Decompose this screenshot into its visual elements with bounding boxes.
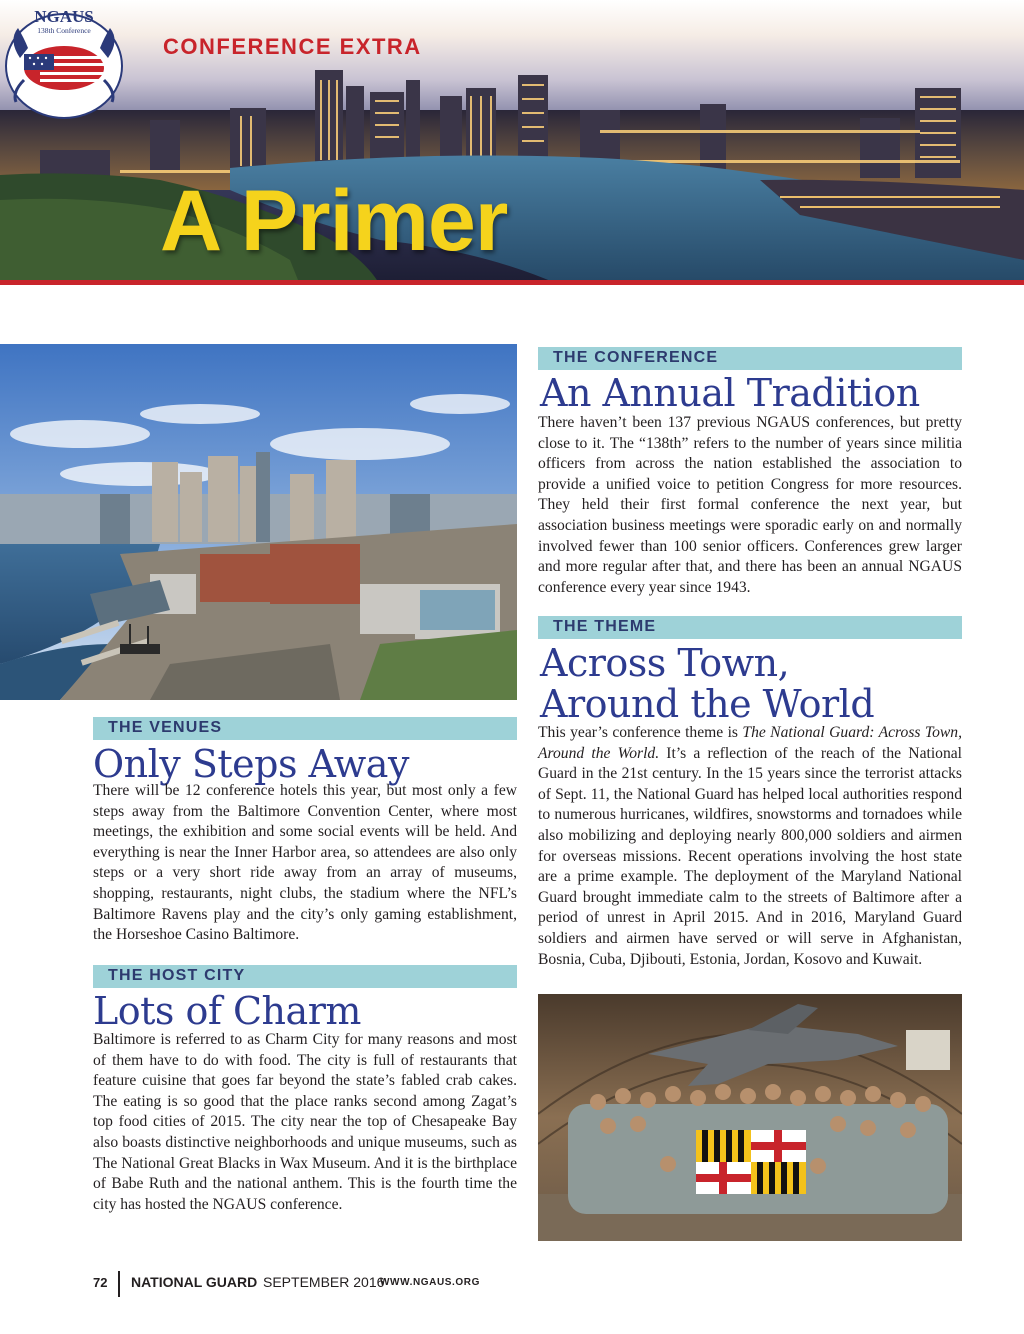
logo-year-text: 2016: [53, 107, 75, 119]
theme-body-rest: It’s a reflection of the reach of the National Guard in the 21st century. In the 15 years since the terrorist attacks of Sept. 11, the National Guard has helped local authorities respond to numerous hurricanes, wildfires, snowstorms and tornadoes while also mobilizing and deploying nearly 800,000 soldiers and airmen for overseas missions. Recent operations involving the host state are a prime example. The deployment of the Maryland National Guard brought immediate calm to the streets of Baltimore after a period of unrest in April 2015. And in 2016, Maryland Guard soldiers and airmen have served or will serve in Afghanistan, Bosnia, Cuba, Djibouti, Estonia, Jordan, Kosovo and Kuwait.: [538, 744, 962, 968]
body-venues: There will be 12 conference hotels this year, but most only a few steps away from the Baltimore Convention Center, where most meetings, the exhibition and some social events will be held. And everything is near the Inner Harbor area, so attendees are also only steps or a very short ride away from an array of museums, shopping, restaurants, night clubs, the stadium where the NFL’s Baltimore Ravens play and the city’s only gaming establishment, the Horseshoe Casino Baltimore.: [93, 782, 517, 944]
section-label-theme: THE THEME: [538, 616, 962, 639]
headline-line-1: Across Town,: [540, 641, 790, 685]
headline-only-steps-away: Only Steps Away: [93, 742, 409, 786]
night-skyline-image: [0, 0, 1024, 285]
ngaus-conference-logo: [0, 0, 128, 128]
logo-city-text: Baltimore: [40, 94, 88, 106]
section-label-venues: THE VENUES: [93, 717, 517, 740]
headline-annual-tradition: An Annual Tradition: [540, 371, 920, 415]
website-link[interactable]: WWW.NGAUS.ORG: [380, 1277, 481, 1288]
body-host-city: Baltimore is referred to as Charm City for many reasons and most of them have to do with food. The city is full of restaurants that feature cuisine that goes far beyond the state’s fabled crab cakes. The eating is so good that the place ranks second among Zagat’s top food cities of 2015. The city near the top of Chesapeake Bay also boasts distinctive neighborhoods and unique museums, such as The National Great Blacks in Wax Museum. And it is the birthplace of Babe Ruth and the national anthem. This is the fourth time the city has hosted the NGAUS conference.: [93, 1031, 517, 1213]
inner-harbor-aerial-photo: [0, 344, 517, 700]
footer-divider: [118, 1271, 120, 1297]
section-label-conference: THE CONFERENCE: [538, 347, 962, 370]
banner-red-rule: [0, 280, 1024, 285]
headline-line-2: Around the World: [540, 682, 875, 726]
issue-date: SEPTEMBER 2016: [263, 1274, 385, 1290]
logo-conference-text: 138th Conference: [37, 26, 91, 35]
guard-members-maryland-flag-photo: [538, 994, 962, 1241]
section-label-host-city: THE HOST CITY: [93, 965, 517, 988]
body-conference: There haven’t been 137 previous NGAUS conferences, but pretty close to it. The “138th” refers to the number of years since militia officers from across the nation established the association to provide a unified voice to petition Congress for more resources. They held their first formal conference the next year, but association business meetings were sporadic early on and normally involved fewer than 100 senior officers. Conferences grew larger and more regular after that, and there has been an annual NGAUS conference every year since 1943.: [538, 414, 962, 596]
theme-body-intro: This year’s conference theme is: [538, 724, 743, 741]
page-number: 72: [93, 1275, 108, 1290]
headline-across-town: [540, 643, 964, 725]
page-title: A Primer: [160, 173, 508, 269]
theme-title-italic: The National Guard: Across Town, Around the World.: [538, 724, 962, 762]
magazine-name: NATIONAL GUARD: [131, 1274, 258, 1290]
body-theme: [538, 723, 962, 970]
logo-org-text: NGAUS: [34, 7, 94, 26]
conference-extra-kicker: CONFERENCE EXTRA: [163, 34, 422, 59]
banner-skyline-photo: [0, 0, 1024, 285]
headline-lots-of-charm: Lots of Charm: [93, 989, 361, 1033]
